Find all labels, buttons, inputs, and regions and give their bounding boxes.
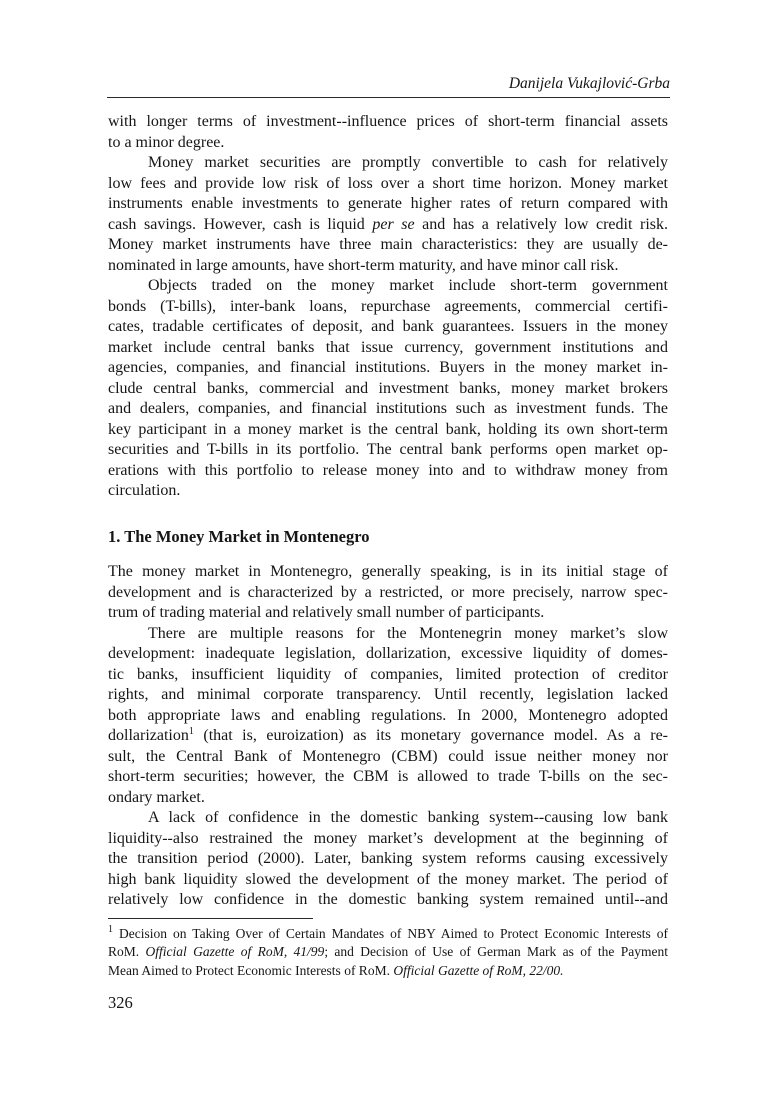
text-line: the transition period (2000). Later, banking system reforms causing excessively [108,850,668,867]
footnote-line: $^1$ Decision on Taking Over of Certain Mandates of NBY Aimed to Protect Economic Interests of [108,923,668,941]
paragraph [108,153,668,276]
paragraph [108,112,668,153]
text-line: rights, and minimal corporate transparency. Until recently, legislation lacked [108,686,668,703]
text-line: to a minor degree. [108,133,225,151]
text-line: clude central banks, commercial and investment banks, money market brokers [108,379,668,397]
text-line: both appropriate laws and enabling regulations. In 2000, Montenegro adopted [108,706,668,724]
text-line: bonds (T-bills), inter-bank loans, repurchase agreements, commercial certifi- [108,297,668,315]
page-number: 326 [108,993,133,1013]
text-line: instruments enable investments to generate higher rates of return compared with [108,195,668,212]
text-line: Money market instruments have three main characteristics: they are usually de- [108,236,668,253]
text-line: short-term securities; however, the CBM is allowed to trade T-bills on the sec- [108,768,668,785]
paragraph [108,624,668,809]
text-line: agencies, companies, and financial institutions. Buyers in the money market in- [108,359,668,376]
text-line: liquidity--also restrained the money market’s development at the beginning of [108,829,668,847]
text-line: Money market securities are promptly convertible to cash for relatively [148,154,668,171]
text-line: dollarization$^1$ (that is, euroization) as its monetary governance model. As a re- [108,726,668,744]
text-line: securities and T-bills in its portfolio. The central bank performs open market op- [108,441,668,458]
text-line: development: inadequate legislation, dollarization, excessive liquidity of domes- [108,645,668,662]
paragraph [108,276,668,502]
text-line: relatively low confidence in the domestic banking system remained until--and [108,891,668,908]
footnote [108,925,668,981]
section-heading: 1. The Money Market in Montenegro [108,526,370,546]
text-line: A lack of confidence in the domestic banking system--causing low bank [148,809,668,826]
footnote-separator [108,918,313,919]
header-rule [107,97,670,98]
text-line: erations with this portfolio to release money into and to withdraw money from [108,461,668,479]
text-line: and dealers, companies, and financial institutions such as investment funds. The [108,400,668,417]
text-line: market include central banks that issue currency, government institutions and [108,338,668,356]
text-line: cates, tradable certificates of deposit, and bank guarantees. Issuers in the money [108,318,668,335]
paragraph [108,562,668,624]
text-line: low fees and provide low risk of loss over a short time horizon. Money market [108,174,668,192]
text-line: high bank liquidity slowed the development of the money market. The period of [108,870,668,888]
footnote-line: Mean Aimed to Protect Economic Interests of RoM. Official Gazette of RoM, 22/00. [108,962,564,978]
text-line: The money market in Montenegro, generally speaking, is in its initial stage of [108,563,668,580]
text-line: key participant in a money market is the central bank, holding its own short-term [108,420,668,438]
text-line: with longer terms of investment--influence prices of short-term financial assets [108,113,668,130]
page-header [108,0,670,94]
text-line: Objects traded on the money market include short-term government [148,277,668,294]
text-line: cash savings. However, cash is liquid per se and has a relatively low credit risk. [108,215,668,233]
running-head-author: Danijela Vukajlović-Grba [508,75,670,92]
text-line: development and is characterized by a restricted, or more precisely, narrow spec- [108,583,668,601]
text-line: circulation. [108,482,181,499]
footnote-line: RoM. Official Gazette of RoM, 41/99; and Decision of Use of German Mark as of the Payment [108,944,668,960]
text-line: trum of trading material and relatively small number of participants. [108,604,545,621]
article-body [108,112,668,911]
paragraph [108,808,668,911]
text-line: nominated in large amounts, have short-term maturity, and have minor call risk. [108,256,619,274]
text-line: There are multiple reasons for the Montenegrin money market’s slow [148,624,668,642]
text-line: sult, the Central Bank of Montenegro (CBM) could issue neither money nor [108,747,668,765]
text-line: tic banks, insufficient liquidity of companies, limited protection of creditor [108,665,668,683]
text-line: ondary market. [108,788,205,806]
